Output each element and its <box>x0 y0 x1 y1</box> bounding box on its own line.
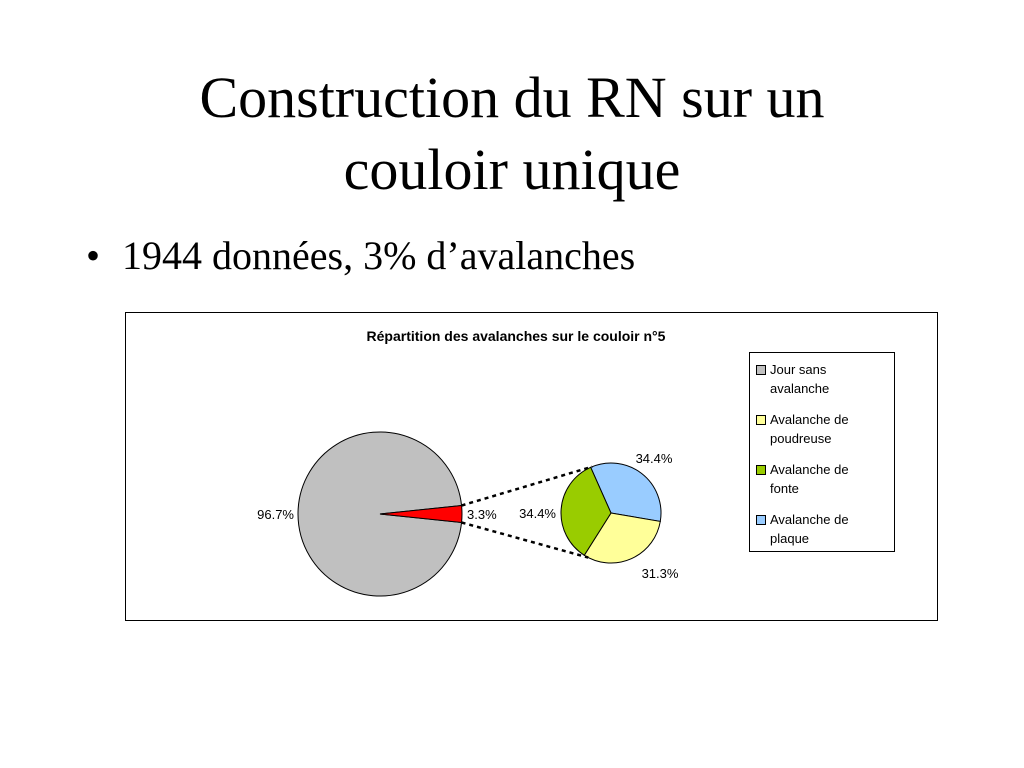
data-label-avalanche-de-poudreuse: 31.3% <box>641 566 679 581</box>
legend-label-line1: Avalanche de <box>770 412 849 427</box>
legend-item-avalanche-de-poudreuse <box>770 410 890 448</box>
legend-swatch <box>756 515 766 525</box>
chart-legend <box>749 352 895 552</box>
legend-swatch <box>756 465 766 475</box>
slide-title-line2: couloir unique <box>343 137 681 202</box>
legend-swatch <box>756 415 766 425</box>
chart-title: Répartition des avalanches sur le couloir n°5 <box>366 328 666 344</box>
bullet-item <box>86 232 635 279</box>
slide-title-line1: Construction du RN sur un <box>199 65 825 130</box>
legend-label-line1: Jour sans <box>770 362 827 377</box>
legend-item-avalanche-de-plaque <box>770 510 890 548</box>
legend-item-jour-sans-avalanche <box>770 360 890 398</box>
data-label-jour-sans-avalanche: 96.7% <box>257 507 294 522</box>
legend-label-line2: poudreuse <box>770 431 832 446</box>
legend-label-line2: plaque <box>770 531 810 546</box>
legend-label-line1: Avalanche de <box>770 512 849 527</box>
data-label-avalanche-de-fonte: 34.4% <box>519 506 556 521</box>
legend-item-avalanche-de-fonte <box>770 460 890 498</box>
data-label-avalanche-de-plaque: 34.4% <box>635 451 673 466</box>
legend-label-line1: Avalanche de <box>770 462 849 477</box>
data-label-avalanches: 3.3% <box>467 507 497 522</box>
slide-title <box>0 62 1024 206</box>
chart-frame <box>125 312 938 621</box>
legend-label-line2: fonte <box>770 481 799 496</box>
bullet-symbol: • <box>86 233 101 278</box>
bullet-text: 1944 données, 3% d’avalanches <box>122 233 636 278</box>
legend-label-line2: avalanche <box>770 381 830 396</box>
legend-swatch <box>756 365 766 375</box>
